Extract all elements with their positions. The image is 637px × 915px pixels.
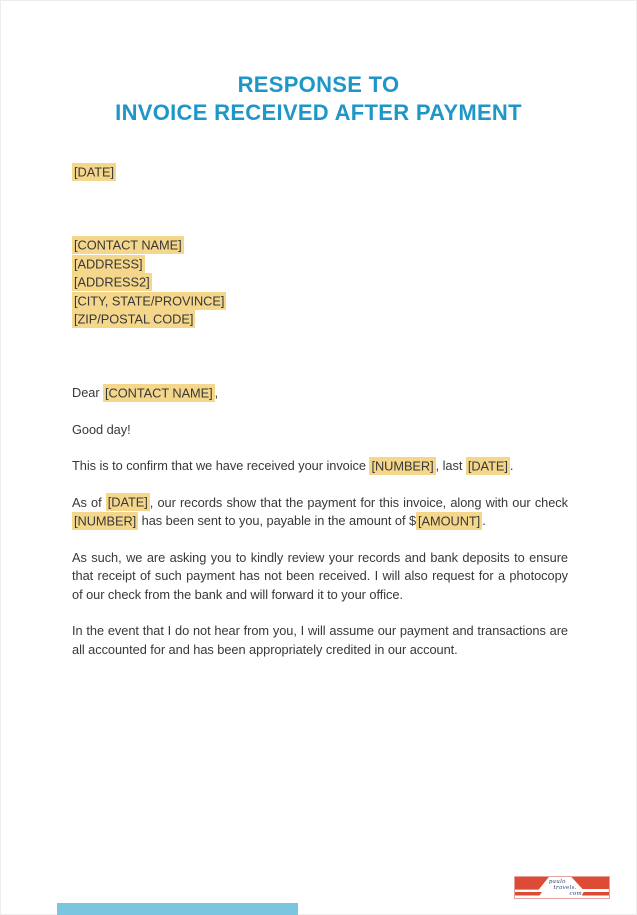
recipient-city-state [72, 292, 568, 311]
recipient-zip [72, 311, 568, 330]
title-line-1: RESPONSE TO [237, 72, 400, 97]
paragraph-review-request: As such, we are asking you to kindly review your records and bank deposits to ensure that receipt of such payment has not been received. I will also request for a photocopy of our check from the bank and will forward it to your office. [72, 549, 568, 602]
paragraph-closing-assumption: In the event that I do not hear from you, I will assume our payment and transactions are all accounted for and has been appropriately credited in our account. [72, 623, 568, 657]
recipient-address [72, 255, 568, 274]
inline-placeholder: [AMOUNT] [418, 513, 481, 528]
zip-placeholder: [ZIP/POSTAL CODE] [74, 311, 194, 327]
letter-body [0, 163, 637, 659]
letter-title [0, 0, 637, 127]
salutation-line: Dear [CONTACT NAME] , [72, 385, 219, 400]
date-line [72, 163, 568, 182]
inline-placeholder: [CONTACT NAME] [105, 385, 213, 400]
footer-accent-bar [57, 903, 298, 915]
inline-placeholder: [DATE] [467, 458, 508, 473]
date-placeholder: [DATE] [74, 164, 114, 179]
greeting-line: Good day! [72, 421, 131, 437]
logo-text-travels: travels. [553, 885, 577, 891]
logo-right-flag-shape [571, 877, 609, 889]
recipient-address2 [72, 274, 568, 293]
paragraph-confirm-invoice: This is to confirm that we have received your invoice [NUMBER] , last [DATE] . [72, 458, 514, 473]
title-line-2: INVOICE RECEIVED AFTER PAYMENT [115, 100, 522, 125]
logo-text-paulo: paulo [548, 879, 566, 885]
logo-left-bar-shape [515, 892, 542, 896]
inline-placeholder: [NUMBER] [371, 458, 434, 473]
recipient-contact-name [72, 237, 568, 256]
contact-name-placeholder: [CONTACT NAME] [74, 237, 182, 253]
city-state-placeholder: [CITY, STATE/PROVINCE] [74, 293, 225, 308]
address-placeholder: [ADDRESS] [74, 256, 143, 271]
address2-placeholder: [ADDRESS2] [74, 274, 150, 290]
logo-left-flag-shape [515, 877, 549, 890]
recipient-address-block [72, 237, 568, 330]
logo-text-com: com [569, 891, 583, 897]
paragraph-payment-sent: As of [DATE] , our records show that the payment for this invoice, along with our check [NUMBER] has been sent to you, payable in the amount of $ [AMOUNT] . [72, 494, 568, 528]
inline-placeholder: [DATE] [107, 494, 148, 510]
logo-right-bar-shape [582, 892, 609, 896]
company-logo [514, 876, 610, 899]
inline-placeholder: [NUMBER] [74, 513, 137, 528]
